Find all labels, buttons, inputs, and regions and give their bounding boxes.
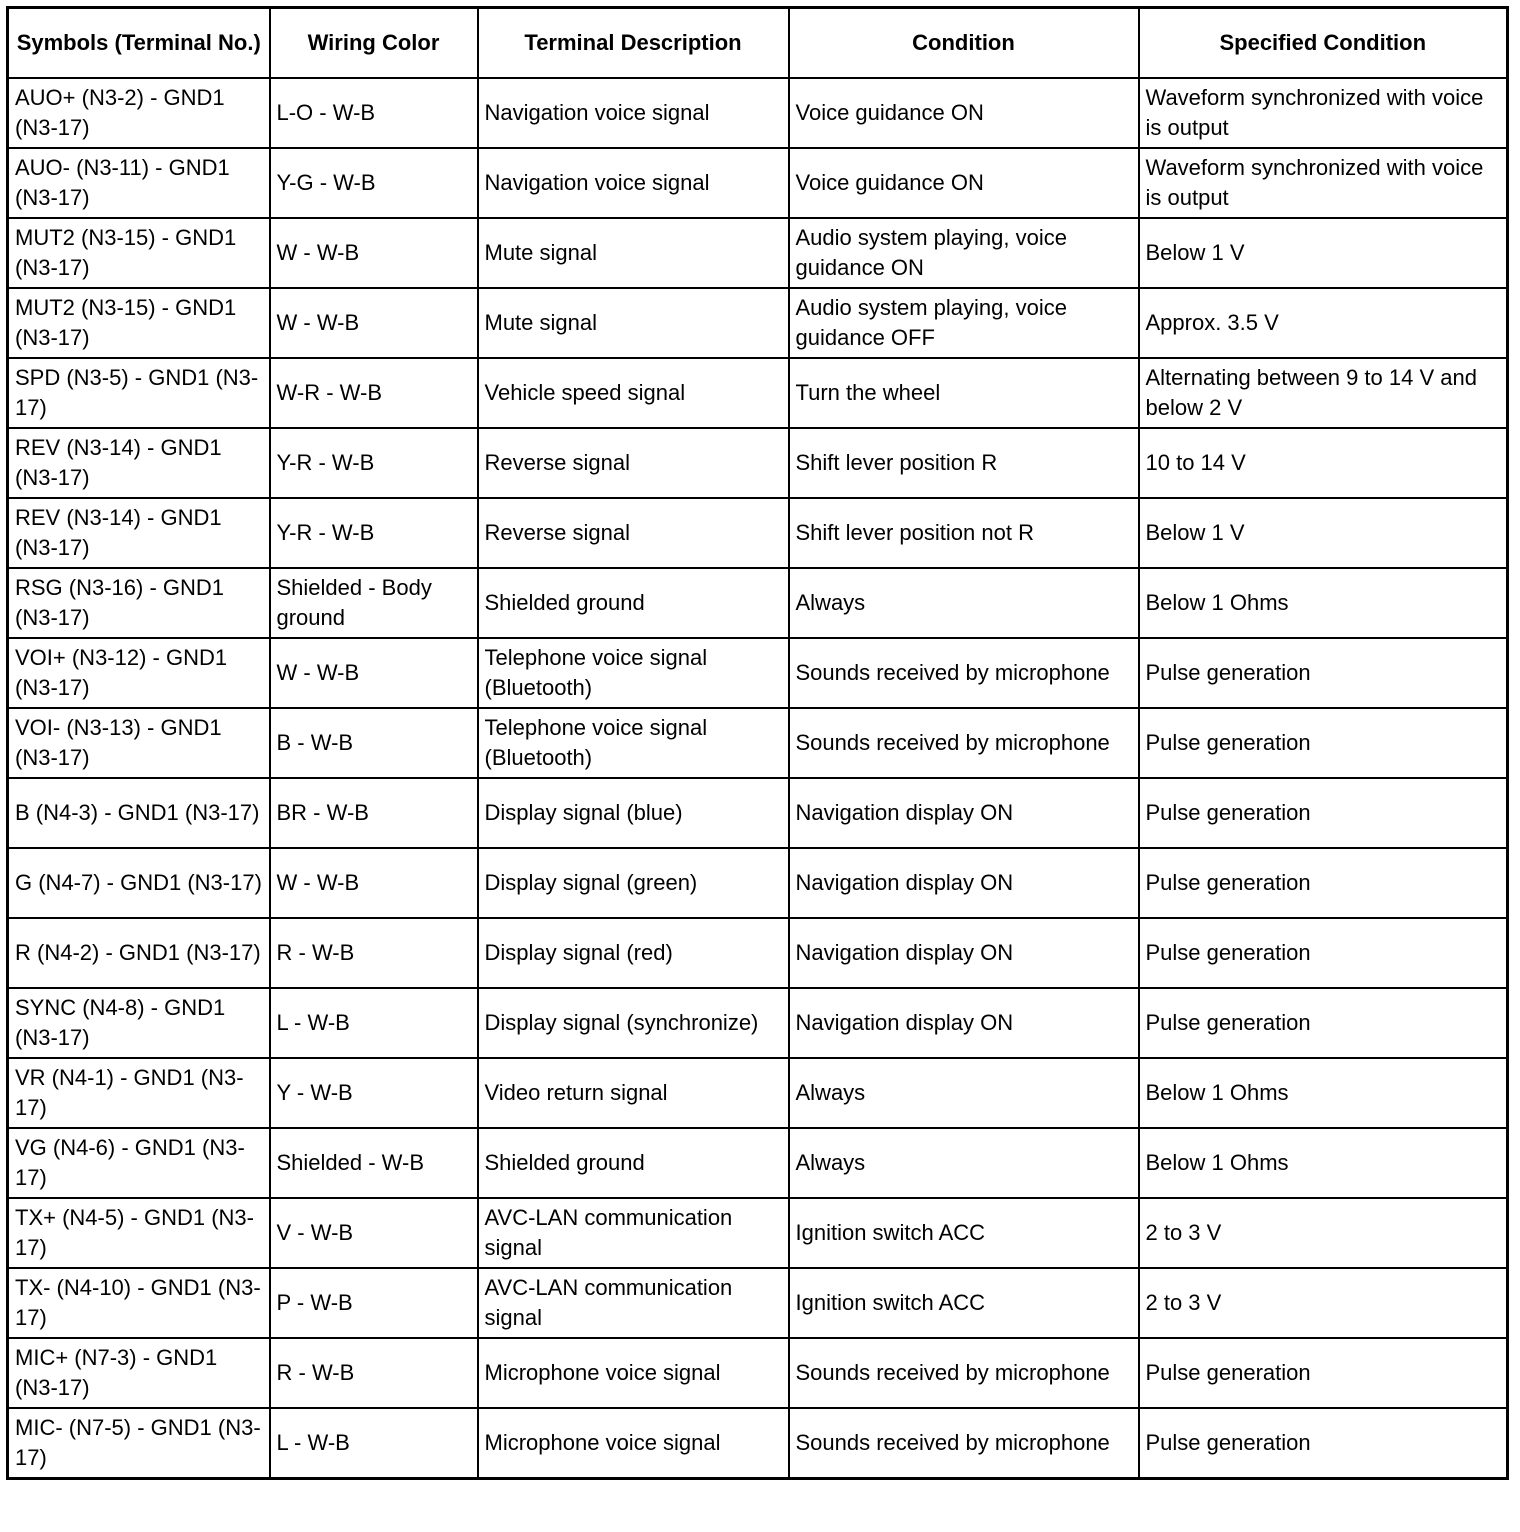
cell-terminal-description: Reverse signal [478,498,789,568]
table-row [8,498,1508,568]
cell-specified-condition: Pulse generation [1139,1408,1508,1479]
cell-specified-condition: Waveform synchronized with voice is output [1139,148,1508,218]
cell-symbols: REV (N3-14) - GND1 (N3-17) [8,428,270,498]
cell-terminal-description: Display signal (blue) [478,778,789,848]
cell-terminal-description: Vehicle speed signal [478,358,789,428]
cell-symbols: VOI+ (N3-12) - GND1 (N3-17) [8,638,270,708]
cell-condition: Always [789,1128,1139,1198]
cell-condition: Sounds received by microphone [789,638,1139,708]
table-row [8,78,1508,148]
cell-wiring-color: L - W-B [270,988,478,1058]
table-row [8,848,1508,918]
cell-wiring-color: L - W-B [270,1408,478,1479]
cell-specified-condition: 2 to 3 V [1139,1198,1508,1268]
table-row [8,218,1508,288]
header-row [8,8,1508,79]
cell-condition: Turn the wheel [789,358,1139,428]
table-row [8,288,1508,358]
table-row [8,1338,1508,1408]
cell-condition: Navigation display ON [789,918,1139,988]
table-row [8,778,1508,848]
table-row [8,428,1508,498]
table-row [8,1198,1508,1268]
cell-terminal-description: Display signal (green) [478,848,789,918]
cell-specified-condition: Below 1 Ohms [1139,1058,1508,1128]
cell-terminal-description: Mute signal [478,218,789,288]
cell-specified-condition: Below 1 Ohms [1139,568,1508,638]
table-header [8,8,1508,79]
cell-specified-condition: 2 to 3 V [1139,1268,1508,1338]
cell-wiring-color: L-O - W-B [270,78,478,148]
cell-condition: Ignition switch ACC [789,1268,1139,1338]
cell-condition: Shift lever position R [789,428,1139,498]
cell-symbols: MUT2 (N3-15) - GND1 (N3-17) [8,218,270,288]
cell-wiring-color: W - W-B [270,288,478,358]
cell-wiring-color: Y-R - W-B [270,498,478,568]
cell-wiring-color: Y-G - W-B [270,148,478,218]
cell-symbols: VG (N4-6) - GND1 (N3-17) [8,1128,270,1198]
cell-terminal-description: Microphone voice signal [478,1338,789,1408]
table-row [8,708,1508,778]
cell-specified-condition: Pulse generation [1139,708,1508,778]
cell-symbols: AUO+ (N3-2) - GND1 (N3-17) [8,78,270,148]
cell-terminal-description: Display signal (red) [478,918,789,988]
header-wiring-color: Wiring Color [270,8,478,79]
cell-wiring-color: W - W-B [270,848,478,918]
table-row [8,148,1508,218]
terminal-spec-table [6,6,1509,1480]
cell-specified-condition: Below 1 V [1139,498,1508,568]
cell-specified-condition: Below 1 V [1139,218,1508,288]
cell-wiring-color: W - W-B [270,638,478,708]
cell-specified-condition: Below 1 Ohms [1139,1128,1508,1198]
cell-symbols: SPD (N3-5) - GND1 (N3-17) [8,358,270,428]
cell-symbols: AUO- (N3-11) - GND1 (N3-17) [8,148,270,218]
cell-wiring-color: W-R - W-B [270,358,478,428]
cell-wiring-color: BR - W-B [270,778,478,848]
cell-terminal-description: AVC-LAN communication signal [478,1198,789,1268]
cell-symbols: TX+ (N4-5) - GND1 (N3-17) [8,1198,270,1268]
cell-symbols: MIC+ (N7-3) - GND1 (N3-17) [8,1338,270,1408]
cell-symbols: MIC- (N7-5) - GND1 (N3-17) [8,1408,270,1479]
cell-specified-condition: Pulse generation [1139,638,1508,708]
cell-condition: Voice guidance ON [789,78,1139,148]
cell-wiring-color: Shielded - W-B [270,1128,478,1198]
cell-condition: Audio system playing, voice guidance ON [789,218,1139,288]
cell-wiring-color: R - W-B [270,918,478,988]
cell-terminal-description: Telephone voice signal (Bluetooth) [478,638,789,708]
cell-wiring-color: V - W-B [270,1198,478,1268]
cell-terminal-description: Video return signal [478,1058,789,1128]
cell-wiring-color: Y-R - W-B [270,428,478,498]
cell-specified-condition: Waveform synchronized with voice is output [1139,78,1508,148]
cell-terminal-description: AVC-LAN communication signal [478,1268,789,1338]
cell-symbols: R (N4-2) - GND1 (N3-17) [8,918,270,988]
cell-condition: Navigation display ON [789,778,1139,848]
table-row [8,638,1508,708]
cell-condition: Ignition switch ACC [789,1198,1139,1268]
cell-symbols: RSG (N3-16) - GND1 (N3-17) [8,568,270,638]
table-row [8,1268,1508,1338]
table-row [8,568,1508,638]
cell-condition: Always [789,568,1139,638]
cell-wiring-color: W - W-B [270,218,478,288]
cell-symbols: G (N4-7) - GND1 (N3-17) [8,848,270,918]
cell-symbols: VOI- (N3-13) - GND1 (N3-17) [8,708,270,778]
table-row [8,1408,1508,1479]
cell-symbols: TX- (N4-10) - GND1 (N3-17) [8,1268,270,1338]
cell-wiring-color: Y - W-B [270,1058,478,1128]
cell-wiring-color: P - W-B [270,1268,478,1338]
cell-specified-condition: Pulse generation [1139,848,1508,918]
cell-wiring-color: Shielded - Body ground [270,568,478,638]
cell-specified-condition: Pulse generation [1139,1338,1508,1408]
cell-symbols: REV (N3-14) - GND1 (N3-17) [8,498,270,568]
cell-symbols: MUT2 (N3-15) - GND1 (N3-17) [8,288,270,358]
cell-condition: Voice guidance ON [789,148,1139,218]
cell-terminal-description: Shielded ground [478,568,789,638]
table-row [8,918,1508,988]
cell-condition: Audio system playing, voice guidance OFF [789,288,1139,358]
header-specified-condition: Specified Condition [1139,8,1508,79]
cell-symbols: SYNC (N4-8) - GND1 (N3-17) [8,988,270,1058]
cell-terminal-description: Reverse signal [478,428,789,498]
header-condition: Condition [789,8,1139,79]
cell-terminal-description: Telephone voice signal (Bluetooth) [478,708,789,778]
cell-terminal-description: Display signal (synchronize) [478,988,789,1058]
header-symbols: Symbols (Terminal No.) [8,8,270,79]
table-row [8,1058,1508,1128]
cell-specified-condition: Alternating between 9 to 14 V and below 2 V [1139,358,1508,428]
cell-terminal-description: Microphone voice signal [478,1408,789,1479]
cell-condition: Always [789,1058,1139,1128]
table-body [8,78,1508,1479]
cell-wiring-color: B - W-B [270,708,478,778]
cell-symbols: B (N4-3) - GND1 (N3-17) [8,778,270,848]
cell-specified-condition: Approx. 3.5 V [1139,288,1508,358]
cell-terminal-description: Shielded ground [478,1128,789,1198]
table-row [8,358,1508,428]
table-row [8,1128,1508,1198]
cell-specified-condition: Pulse generation [1139,778,1508,848]
cell-symbols: VR (N4-1) - GND1 (N3-17) [8,1058,270,1128]
cell-condition: Shift lever position not R [789,498,1139,568]
cell-terminal-description: Mute signal [478,288,789,358]
cell-terminal-description: Navigation voice signal [478,148,789,218]
cell-condition: Navigation display ON [789,988,1139,1058]
cell-wiring-color: R - W-B [270,1338,478,1408]
table-row [8,988,1508,1058]
cell-condition: Sounds received by microphone [789,1338,1139,1408]
cell-condition: Navigation display ON [789,848,1139,918]
cell-condition: Sounds received by microphone [789,1408,1139,1479]
cell-specified-condition: Pulse generation [1139,988,1508,1058]
cell-terminal-description: Navigation voice signal [478,78,789,148]
header-terminal-description: Terminal Description [478,8,789,79]
cell-specified-condition: 10 to 14 V [1139,428,1508,498]
cell-condition: Sounds received by microphone [789,708,1139,778]
cell-specified-condition: Pulse generation [1139,918,1508,988]
